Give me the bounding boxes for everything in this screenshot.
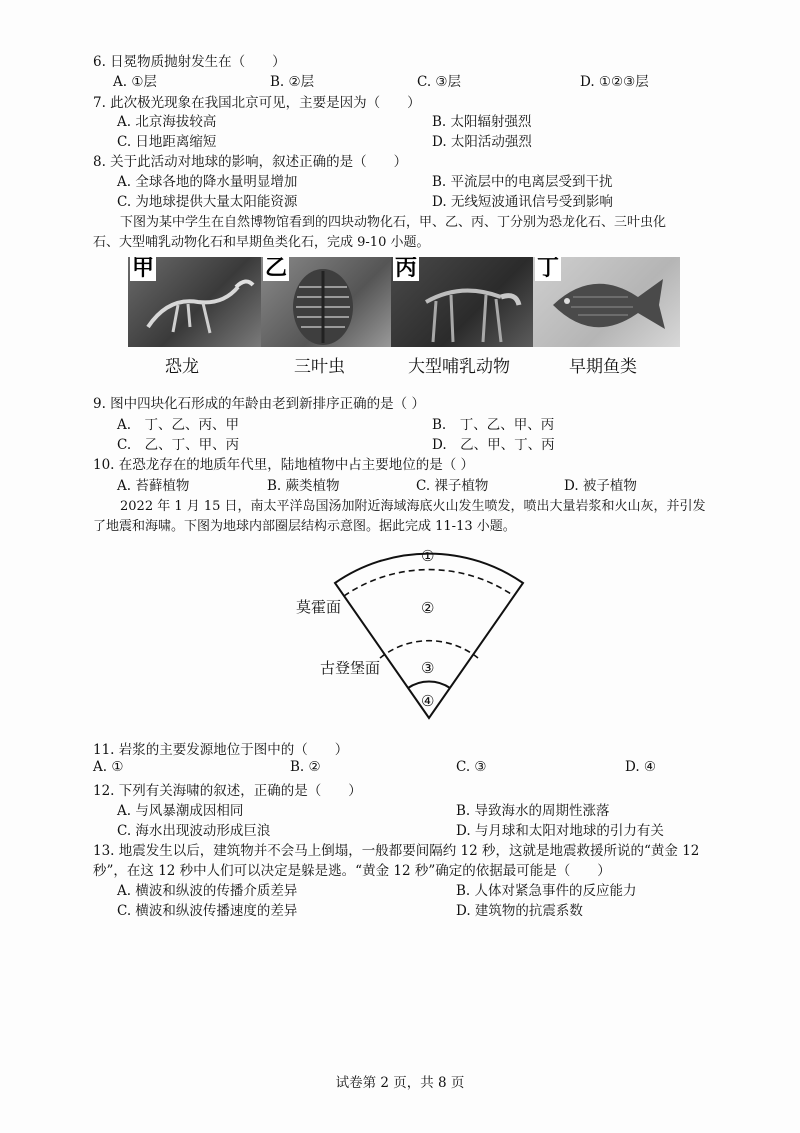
question-6-option-c: C. ③层	[417, 74, 462, 90]
question-13-option-c: C. 横波和纵波传播速度的差异	[117, 903, 298, 919]
question-9-stem: 9. 图中四块化石形成的年龄由老到新排序正确的是（ ）	[93, 396, 425, 412]
fossil-photo-dinosaur	[128, 257, 261, 347]
gutenberg-boundary-line	[380, 641, 478, 658]
question-11-option-c: C. ③	[456, 759, 487, 775]
page-footer: 试卷第 2 页，共 8 页	[335, 1075, 465, 1091]
fossil-photo-mammal	[391, 257, 533, 347]
question-9-option-d: D. 乙、甲、丁、丙	[432, 437, 555, 453]
question-13-stem-line2: 秒”，在这 12 秒中人们可以决定是躲是逃。“黄金 12 秒”确定的依据最可能是（ ）	[93, 863, 611, 879]
question-12-stem: 12. 下列有关海啸的叙述，正确的是（ ）	[93, 783, 362, 799]
moho-boundary-line	[344, 570, 514, 596]
moho-label: 莫霍面	[296, 598, 342, 616]
fossil-tag-ding: 丁	[537, 257, 560, 281]
question-8-option-d: D. 无线短波通讯信号受到影响	[432, 194, 613, 210]
question-10-option-c: C. 裸子植物	[416, 478, 489, 494]
question-13-stem-line1: 13. 地震发生以后，建筑物并不会马上倒塌，一般都要间隔约 12 秒，这就是地震救援所说的“黄金 12	[93, 843, 700, 859]
question-12-option-c: C. 海水出现波动形成巨浪	[117, 823, 271, 839]
question-12-option-a: A. 与风暴潮成因相同	[117, 803, 244, 819]
question-9-option-c: C. 乙、丁、甲、丙	[117, 437, 240, 453]
question-11-option-a: A. ①	[93, 759, 124, 775]
question-7-stem: 7. 此次极光现象在我国北京可见，主要是因为（ ）	[93, 95, 421, 111]
caption-trilobite: 三叶虫	[294, 357, 345, 377]
question-10-option-d: D. 被子植物	[564, 478, 637, 494]
fossil-tag-jia: 甲	[132, 257, 155, 281]
question-8-stem: 8. 关于此活动对地球的影响，叙述正确的是（ ）	[93, 154, 408, 170]
intro-11-13-line1: 2022 年 1 月 15 日，南太平洋岛国汤加附近海域海底火山发生喷发，喷出大量岩浆和火山灰，并引发	[120, 499, 706, 514]
question-10-option-b: B. 蕨类植物	[267, 478, 340, 494]
question-6-option-d: D. ①②③层	[580, 74, 649, 90]
fossil-tag-bing: 丙	[395, 257, 418, 281]
question-6-option-b: B. ②层	[270, 74, 315, 90]
question-6-stem: 6. 日冕物质抛射发生在（ ）	[93, 54, 286, 70]
question-8-option-c: C. 为地球提供大量太阳能资源	[117, 194, 298, 210]
intro-9-10-line2: 石、大型哺乳动物化石和早期鱼类化石，完成 9-10 小题。	[93, 235, 430, 250]
question-11-option-d: D. ④	[625, 759, 657, 775]
question-11-stem: 11. 岩浆的主要发源地位于图中的（ ）	[93, 742, 349, 758]
fossil-tag-yi: 乙	[265, 257, 288, 281]
question-12-option-d: D. 与月球和太阳对地球的引力有关	[456, 823, 664, 839]
fossil-photo-fish	[533, 257, 680, 347]
layer-label-4: ④	[421, 692, 435, 710]
caption-mammal: 大型哺乳动物	[408, 357, 510, 377]
caption-fish: 早期鱼类	[569, 357, 637, 377]
question-8-option-a: A. 全球各地的降水量明显增加	[117, 174, 298, 190]
question-13-option-d: D. 建筑物的抗震系数	[456, 903, 583, 919]
question-13-option-b: B. 人体对紧急事件的反应能力	[456, 883, 637, 899]
question-12-option-b: B. 导致海水的周期性涨落	[456, 803, 610, 819]
earth-interior-diagram	[320, 545, 550, 725]
question-9-option-a: A. 丁、乙、丙、甲	[117, 417, 240, 433]
layer-label-3: ③	[421, 659, 435, 677]
question-11-option-b: B. ②	[290, 759, 321, 775]
layer-label-1: ①	[421, 547, 435, 565]
intro-11-13-line2: 了地震和海啸。下图为地球内部圈层结构示意图。据此完成 11-13 小题。	[93, 519, 516, 534]
question-13-option-a: A. 横波和纵波的传播介质差异	[117, 883, 298, 899]
question-9-option-b: B. 丁、乙、甲、丙	[432, 417, 555, 433]
question-7-option-c: C. 日地距离缩短	[117, 134, 217, 150]
question-8-option-b: B. 平流层中的电离层受到干扰	[432, 174, 613, 190]
intro-9-10-line1: 下图为某中学生在自然博物馆看到的四块动物化石，甲、乙、丙、丁分别为恐龙化石、三叶虫化	[120, 215, 667, 230]
question-7-option-b: B. 太阳辐射强烈	[432, 114, 532, 130]
layer-label-2: ②	[421, 599, 435, 617]
question-7-option-d: D. 太阳活动强烈	[432, 134, 532, 150]
question-10-stem: 10. 在恐龙存在的地质年代里，陆地植物中占主要地位的是（ ）	[93, 457, 475, 473]
question-10-option-a: A. 苔藓植物	[117, 478, 190, 494]
question-6-option-a: A. ①层	[113, 74, 157, 90]
inner-core-arc	[408, 681, 450, 688]
fossil-photo-strip	[128, 257, 680, 347]
caption-dinosaur: 恐龙	[165, 357, 199, 377]
question-7-option-a: A. 北京海拔较高	[117, 114, 217, 130]
gutenberg-label: 古登堡面	[320, 659, 381, 677]
fossil-photo-trilobite	[261, 257, 391, 347]
